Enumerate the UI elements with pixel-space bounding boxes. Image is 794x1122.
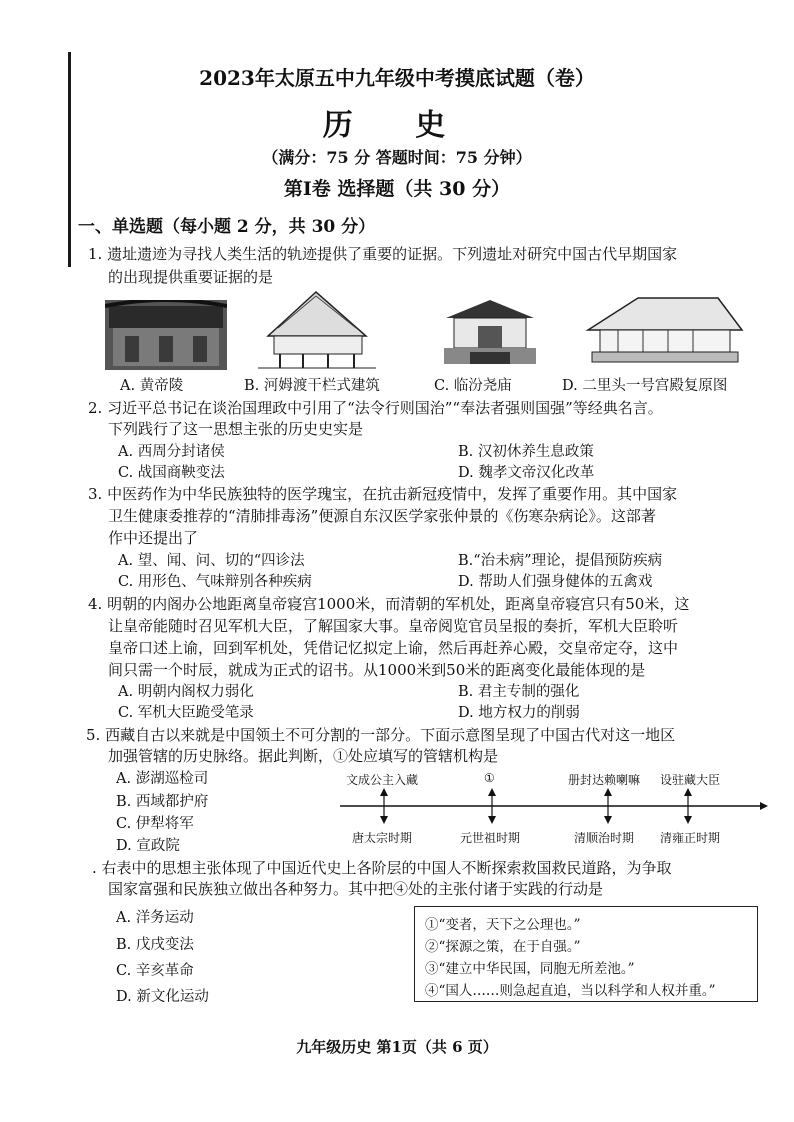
timeline-period-4: 清雍正时期 [660, 831, 721, 845]
q5-stem-line2: 加强管辖的历史脉络。据此判断，①处应填写的管辖机构是 [108, 747, 499, 765]
quote-2: ②“探源之策，在于自强。” [425, 939, 581, 955]
q1-stem-line1: 1. 遗址遗迹为寻找人类生活的轨迹提供了重要的证据。下列遗址对研究中国古代早期国家 [88, 245, 678, 263]
q2-option-a[interactable]: A. 西周分封诸侯 [118, 444, 225, 460]
q1-option-c[interactable]: C. 临汾尧庙 [434, 378, 512, 394]
q6-stem-line2: 国家富强和民族独立做出各种努力。其中把④处的主张付诸于实践的行动是 [108, 880, 604, 898]
timeline-period-1: 唐太宗时期 [352, 831, 413, 845]
q3-option-a[interactable]: A. 望、闻、问、切的“四诊法 [118, 553, 305, 569]
q6-option-b[interactable]: B. 戊戌变法 [116, 937, 194, 953]
q6-stem-line1: . 右表中的思想主张体现了中国近代史上各阶层的中国人不断探索救国救民道路，为争取 [92, 859, 672, 877]
q2-stem-line2: 下列践行了这一思想主张的历史史实是 [108, 420, 364, 438]
part-title: 第Ⅰ卷 选择题（共 30 分） [283, 178, 511, 200]
q4-stem-line2: 让皇帝能随时召见军机大臣，了解国家大事。皇帝阅览官员呈报的奏折，军机大臣聆听 [108, 617, 679, 635]
q1-stem-line2: 的出现提供重要证据的是 [108, 268, 274, 286]
q3-option-d[interactable]: D. 帮助人们强身健体的五禽戏 [458, 574, 653, 590]
q4-stem-line1: 4. 明朝的内阁办公地距离皇帝寝宫1000米，而清朝的军机处，距离皇帝寝宫只有50米，这 [88, 595, 690, 613]
q2-option-b[interactable]: B. 汉初休养生息政策 [458, 444, 594, 460]
q6-option-a[interactable]: A. 洋务运动 [116, 910, 194, 926]
q6-option-d[interactable]: D. 新文化运动 [116, 989, 209, 1005]
q4-stem-line4: 间只需一个时辰，就成为正式的诏书。从1000米到50米的距离变化最能体现的是 [108, 661, 646, 679]
quote-4: ④“国人……则急起直追，当以科学和人权并重。” [425, 983, 716, 999]
exam-meta: （满分：75 分 答题时间：75 分钟） [262, 148, 532, 167]
q3-option-c[interactable]: C. 用形色、气味辩别各种疾病 [118, 574, 312, 590]
q2-option-c[interactable]: C. 战国商鞅变法 [118, 465, 225, 481]
q4-option-c[interactable]: C. 军机大臣跪受笔录 [118, 705, 254, 721]
q1-option-b[interactable]: B. 河姆渡干栏式建筑 [244, 378, 380, 394]
timeline-event-2: ① [484, 771, 495, 785]
q5-option-c[interactable]: C. 伊犁将军 [116, 816, 194, 832]
timeline-event-1: 文成公主入藏 [346, 773, 419, 787]
q6-option-c[interactable]: C. 辛亥革命 [116, 963, 194, 979]
q1-option-d[interactable]: D. 二里头一号宫殿复原图 [562, 378, 728, 394]
linfen-yaomiao-drawing [440, 296, 540, 368]
q4-option-d[interactable]: D. 地方权力的削弱 [458, 705, 580, 721]
q5-option-a[interactable]: A. 澎湖巡检司 [116, 771, 209, 787]
q3-option-b[interactable]: B.“治未病”理论，提倡预防疾病 [458, 553, 663, 569]
q5-option-d[interactable]: D. 宣政院 [116, 838, 180, 854]
q2-stem-line1: 2. 习近平总书记在谈治国理政中引用了“法令行则国治”“奉法者强则国强”等经典名言。 [88, 399, 663, 417]
subject-title: 历 史 [322, 108, 472, 143]
q5-stem-line1: 5. 西藏自古以来就是中国领土不可分割的一部分。下面示意图呈现了中国古代对这一地区 [86, 726, 676, 744]
exam-title: 2023年太原五中九年级中考摸底试题（卷） [199, 66, 595, 90]
section-heading: 一、单选题（每小题 2 分，共 30 分） [78, 217, 376, 237]
q1-option-a[interactable]: A. 黄帝陵 [120, 378, 184, 394]
q4-option-b[interactable]: B. 君主专制的强化 [458, 684, 580, 700]
q3-stem-line2: 卫生健康委推荐的“清肺排毒汤”便源自东汉医学家张仲景的《伤寒杂病论》。这部著 [108, 507, 656, 525]
erlitou-palace-drawing [578, 292, 748, 370]
q4-option-a[interactable]: A. 明朝内阁权力弱化 [118, 684, 254, 700]
page-footer: 九年级历史 第1页（共 6 页） [296, 1038, 498, 1056]
hemudu-stilt-house-drawing [258, 288, 376, 370]
quote-table [414, 906, 758, 1002]
timeline-period-3: 清顺治时期 [574, 831, 635, 845]
q3-stem-line3: 作中还提出了 [108, 529, 199, 547]
huangdiling-photo [105, 300, 227, 370]
q4-stem-line3: 皇帝口述上谕，回到军机处，凭借记忆拟定上谕，然后再赶养心殿，交皇帝定夺，这中 [108, 639, 679, 657]
q2-option-d[interactable]: D. 魏孝文帝汉化改革 [458, 465, 595, 481]
quote-1: ①“变者，天下之公理也。” [425, 917, 581, 933]
q5-option-b[interactable]: B. 西域都护府 [116, 794, 209, 810]
timeline-event-4: 设驻藏大臣 [660, 773, 721, 787]
q3-stem-line1: 3. 中医药作为中华民族独特的医学瑰宝，在抗击新冠疫情中，发挥了重要作用。其中国家 [88, 485, 678, 503]
quote-3: ③“建立中华民国，同胞无所差池。” [425, 961, 635, 977]
timeline-event-3: 册封达赖喇嘛 [568, 773, 641, 787]
timeline-period-2: 元世祖时期 [460, 831, 521, 845]
